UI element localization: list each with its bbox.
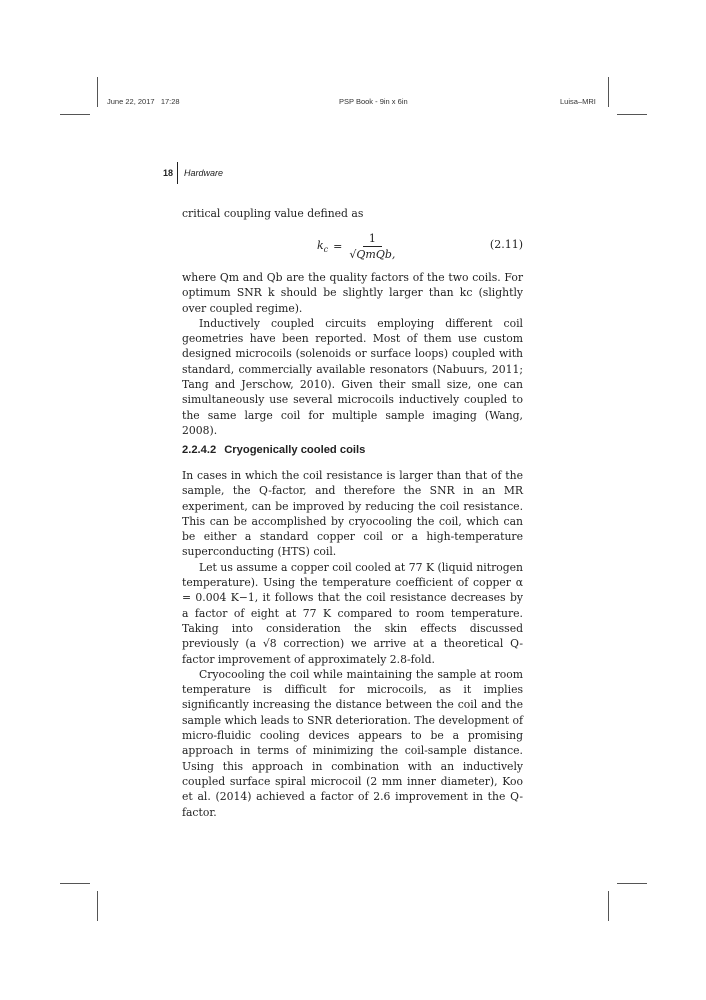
slug-time-text: 17:28	[160, 97, 180, 106]
crop-mark	[617, 883, 647, 884]
equation-equals: =	[333, 240, 343, 253]
equation-number: (2.11)	[489, 238, 523, 251]
crop-mark	[617, 114, 647, 115]
chapter-title: Hardware	[184, 168, 224, 178]
equation-fraction	[349, 232, 395, 261]
crop-mark	[60, 114, 90, 115]
paragraph: Let us assume a copper coil cooled at 77 K (liquid nitrogen temperature). Using the temperature coefficient of copper α = 0.004 K−1, it follows that the coil resistance decreases by a factor of eight at 77 K compared to room temperature. Taking into consideration the skin effects discussed previously (a √8 correction) we arrive at a theoretical Q-factor improvement of approximately 2.8-fold.	[182, 560, 523, 666]
equation-formula	[317, 232, 397, 261]
equation-lhs-symbol: k	[317, 238, 324, 252]
section-title: Cryogenically cooled coils	[224, 444, 366, 456]
equation-numerator: 1	[363, 232, 382, 247]
paragraph: where Qm and Qb are the quality factors of the two coils. For optimum SNR k should be slightly larger than kc (slightly over coupled regime).	[182, 271, 523, 315]
slug-book: PSP Book - 9in x 6in	[339, 97, 408, 106]
lead-text-block	[182, 206, 523, 221]
running-head-divider	[177, 162, 178, 184]
equation-denominator: √QmQb,	[349, 248, 396, 261]
crop-mark	[97, 891, 98, 921]
slug-file: Luisa–MRI	[560, 97, 596, 106]
crop-mark	[608, 77, 609, 107]
paragraph: In cases in which the coil resistance is larger than that of the sample, the Q-factor, and therefore the SNR in an MR experiment, can be improved by reducing the coil resistance. This can be accomplished by cryocooling the coil, which can be either a standard copper coil or a high-temperature superconducting (HTS) coil.	[182, 469, 523, 559]
running-head	[163, 162, 223, 184]
body-text-lower	[182, 468, 523, 820]
crop-mark	[97, 77, 98, 107]
equation-lhs	[317, 239, 328, 254]
slug-date	[107, 97, 180, 106]
section-heading	[182, 444, 365, 456]
equation-2-11	[182, 230, 523, 264]
section-number: 2.2.4.2	[182, 444, 217, 456]
paragraph: Cryocooling the coil while maintaining the sample at room temperature is difficult for microcoils, as it implies significantly increasing the distance between the coil and the sample which leads to SNR deterioration. The development of micro-fluidic cooling devices appears to be a promising approach in terms of minimizing the coil-sample distance. Using this approach in combination with an inductively coupled surface spiral microcoil (2 mm inner diameter), Koo et al. (2014) achieved a factor of 2.6 improvement in the Q-factor.	[182, 667, 523, 819]
crop-mark	[60, 883, 90, 884]
slug-date-text: June 22, 2017	[107, 97, 155, 106]
crop-mark	[608, 891, 609, 921]
body-text-upper	[182, 270, 523, 438]
lead-text: critical coupling value defined as	[182, 207, 364, 220]
equation-lhs-subscript: c	[323, 245, 329, 255]
paragraph: Inductively coupled circuits employing different coil geometries have been reported. Most of them use custom designed microcoils (solenoids or surface loops) coupled with standard, commercially available resonators (Nabuurs, 2011; Tang and Jerschow, 2010). Given their small size, one can simultaneously use several microcoils inductively coupled to the same large coil for multiple sample imaging (Wang, 2008).	[182, 316, 523, 437]
page-number: 18	[163, 168, 174, 178]
